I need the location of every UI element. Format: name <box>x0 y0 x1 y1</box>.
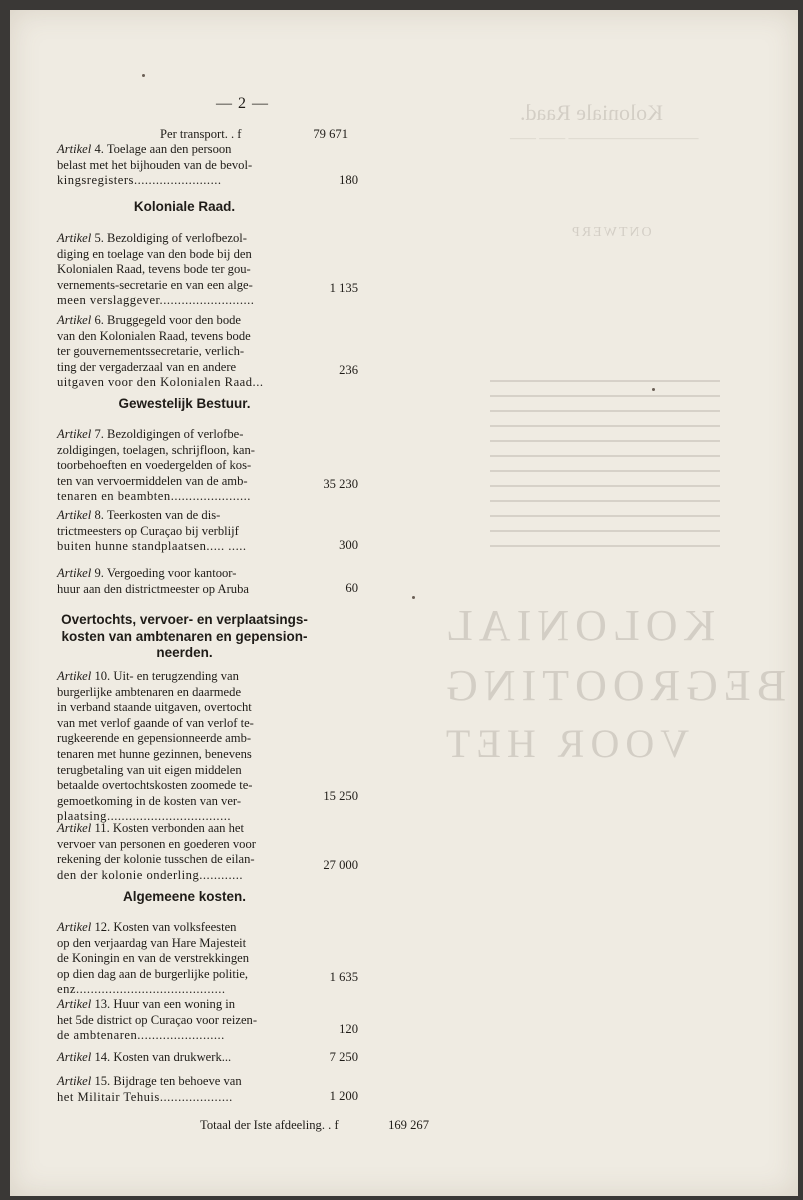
article-8-amount: 300 <box>339 538 358 552</box>
article-line: buiten hunne standplaatsen..... ..... <box>57 539 247 554</box>
article-line: ting der vergaderzaal van en andere <box>57 359 237 374</box>
article-8 <box>57 508 297 555</box>
article-13 <box>57 997 297 1044</box>
article-12-amount: 1 635 <box>329 970 358 984</box>
article-label: Artikel <box>57 566 92 580</box>
article-number: 13. <box>94 997 111 1011</box>
article-line: meen verslaggever.......................... <box>57 293 255 308</box>
article-number: 6. <box>94 313 104 327</box>
article-line: op den verjaardag van Hare Majesteit <box>57 935 247 950</box>
article-line: Bezoldiging of verlofbezol- <box>107 231 247 245</box>
article-line: rekening der kolonie tusschen de eilan- <box>57 852 255 867</box>
ink-speck <box>652 388 655 391</box>
article-line: van met verlof gaande of van verlof te- <box>57 715 254 730</box>
heading-line: kosten van ambtenaren en gepension- <box>61 628 308 644</box>
article-label: Artikel <box>57 231 92 245</box>
article-line: enz......................................... <box>57 982 226 997</box>
article-14 <box>57 1050 297 1066</box>
article-line: op dien dag aan de burgerlijke politie, <box>57 966 249 981</box>
article-line: belast met het bijhouden van de bevol- <box>57 157 253 172</box>
article-label: Artikel <box>57 508 92 522</box>
article-label: Artikel <box>57 1074 92 1088</box>
article-label: Artikel <box>57 997 92 1011</box>
article-number: 15. <box>94 1074 111 1088</box>
article-label: Artikel <box>57 1050 92 1064</box>
article-line: het 5de district op Curaçao voor reizen- <box>57 1012 258 1027</box>
transport-amount: 79 671 <box>313 127 348 141</box>
article-11-amount: 27 000 <box>323 858 358 872</box>
article-line: de Koningin en van de verstrekkingen <box>57 951 249 966</box>
heading-line: neerden. <box>156 645 213 660</box>
article-label: Artikel <box>57 669 92 683</box>
article-line: Bijdrage ten behoeve van <box>113 1074 242 1088</box>
article-7-amount: 35 230 <box>323 477 358 491</box>
article-line: de ambtenaren........................ <box>57 1028 225 1043</box>
article-line: Kosten van drukwerk... <box>113 1050 232 1064</box>
article-line: ter gouvernementssecretarie, verlich- <box>57 344 245 359</box>
section-heading-gewestelijk-bestuur: Gewestelijk Bestuur. <box>118 396 251 411</box>
article-label: Artikel <box>57 313 92 327</box>
heading-line: Overtochts, vervoer- en verplaatsings- <box>61 612 308 627</box>
article-5-amount: 1 135 <box>329 281 358 295</box>
article-line: plaatsing.................................. <box>57 809 232 824</box>
section-heading-algemeene-kosten: Algemeene kosten. <box>122 889 247 904</box>
article-line: vernements-secretarie en van een alge- <box>57 277 253 292</box>
article-number: 5. <box>94 231 104 245</box>
article-line: tenaren en beambten...................... <box>57 489 251 504</box>
article-number: 14. <box>94 1050 111 1064</box>
article-line: kingsregisters........................ <box>57 173 222 188</box>
article-line: tenaren met hunne gezinnen, benevens <box>57 746 252 761</box>
article-line: Toelage aan den persoon <box>106 142 232 156</box>
article-line: gemoetkoming in de kosten van ver- <box>57 793 242 808</box>
article-10-amount: 15 250 <box>323 789 358 803</box>
article-line: toorbehoeften en voedergelden of kos- <box>57 458 252 473</box>
article-7 <box>57 427 297 505</box>
transport-label: Per transport. . f <box>160 127 242 141</box>
article-line: terugbetaling van uit eigen middelen <box>57 762 242 777</box>
article-label: Artikel <box>57 920 92 934</box>
page-number: — 2 — <box>216 95 269 112</box>
article-line: Huur van een woning in <box>113 997 236 1011</box>
article-4 <box>57 142 297 189</box>
article-label: Artikel <box>57 142 92 156</box>
article-10 <box>57 669 297 825</box>
article-line: uitgaven voor den Kolonialen Raad... <box>57 375 264 390</box>
bleed-through-decoration: Koloniale Raad. —————————— —— —— ONTWERP KOLONIAL BEGROOTING VOOR HET <box>440 100 786 766</box>
article-11 <box>57 821 297 883</box>
section-heading-overtochts <box>57 612 312 662</box>
total-amount: 169 267 <box>388 1118 429 1132</box>
article-12 <box>57 920 297 998</box>
article-5 <box>57 231 297 309</box>
article-14-amount: 7 250 <box>329 1050 358 1064</box>
article-line: van den Kolonialen Raad, tevens bode <box>57 328 251 343</box>
article-line: Kosten van volksfeesten <box>113 920 237 934</box>
article-line: burgerlijke ambtenaren en daarmede <box>57 684 242 699</box>
article-13-amount: 120 <box>339 1022 358 1036</box>
article-line: huur aan den districtmeester op Aruba <box>57 581 249 596</box>
article-line: Bruggegeld voor den bode <box>107 313 241 327</box>
article-line: betaalde overtochtskosten zoomede te- <box>57 778 253 793</box>
article-number: 11. <box>94 821 110 835</box>
article-15-amount: 1 200 <box>329 1089 358 1103</box>
article-line: Teerkosten van de dis- <box>106 508 221 522</box>
article-label: Artikel <box>57 821 92 835</box>
ink-speck <box>412 596 415 599</box>
article-9-amount: 60 <box>345 581 358 595</box>
article-line: Bezoldigingen of verlofbe- <box>107 427 244 441</box>
article-number: 4. <box>94 142 104 156</box>
article-line: Vergoeding voor kantoor- <box>106 566 237 580</box>
article-number: 7. <box>94 427 104 441</box>
article-number: 9. <box>94 566 104 580</box>
document-page <box>10 10 798 1196</box>
article-number: 8. <box>94 508 104 522</box>
article-line: in verband staande uitgaven, overtocht <box>57 700 252 715</box>
article-line: trictmeesters op Curaçao bij verblijf <box>57 523 239 538</box>
article-15 <box>57 1074 297 1105</box>
article-line: Uit- en terugzending van <box>113 669 239 683</box>
article-number: 12. <box>94 920 111 934</box>
total-label: Totaal der Iste afdeeling. . f <box>200 1118 339 1132</box>
article-line: diging en toelage van den bode bij den <box>57 246 252 261</box>
article-label: Artikel <box>57 427 92 441</box>
section-heading-koloniale-raad: Koloniale Raad. <box>133 199 236 214</box>
article-line: het Militair Tehuis.................... <box>57 1089 233 1104</box>
article-number: 10. <box>94 669 111 683</box>
article-line: Kolonialen Raad, tevens bode ter gou- <box>57 262 251 277</box>
article-line: ten van vervoermiddelen van de amb- <box>57 473 248 488</box>
article-line: zoldigingen, toelagen, schrijfloon, kan- <box>57 442 255 457</box>
article-4-amount: 180 <box>339 173 358 187</box>
article-6 <box>57 313 297 391</box>
article-line: den der kolonie onderling............ <box>57 867 244 882</box>
article-line: rugkeerende en gepensionneerde amb- <box>57 731 252 746</box>
ink-speck <box>142 74 145 77</box>
article-6-amount: 236 <box>339 363 358 377</box>
article-line: Kosten verbonden aan het <box>112 821 245 835</box>
article-9 <box>57 566 297 597</box>
article-line: vervoer van personen en goederen voor <box>57 836 256 851</box>
